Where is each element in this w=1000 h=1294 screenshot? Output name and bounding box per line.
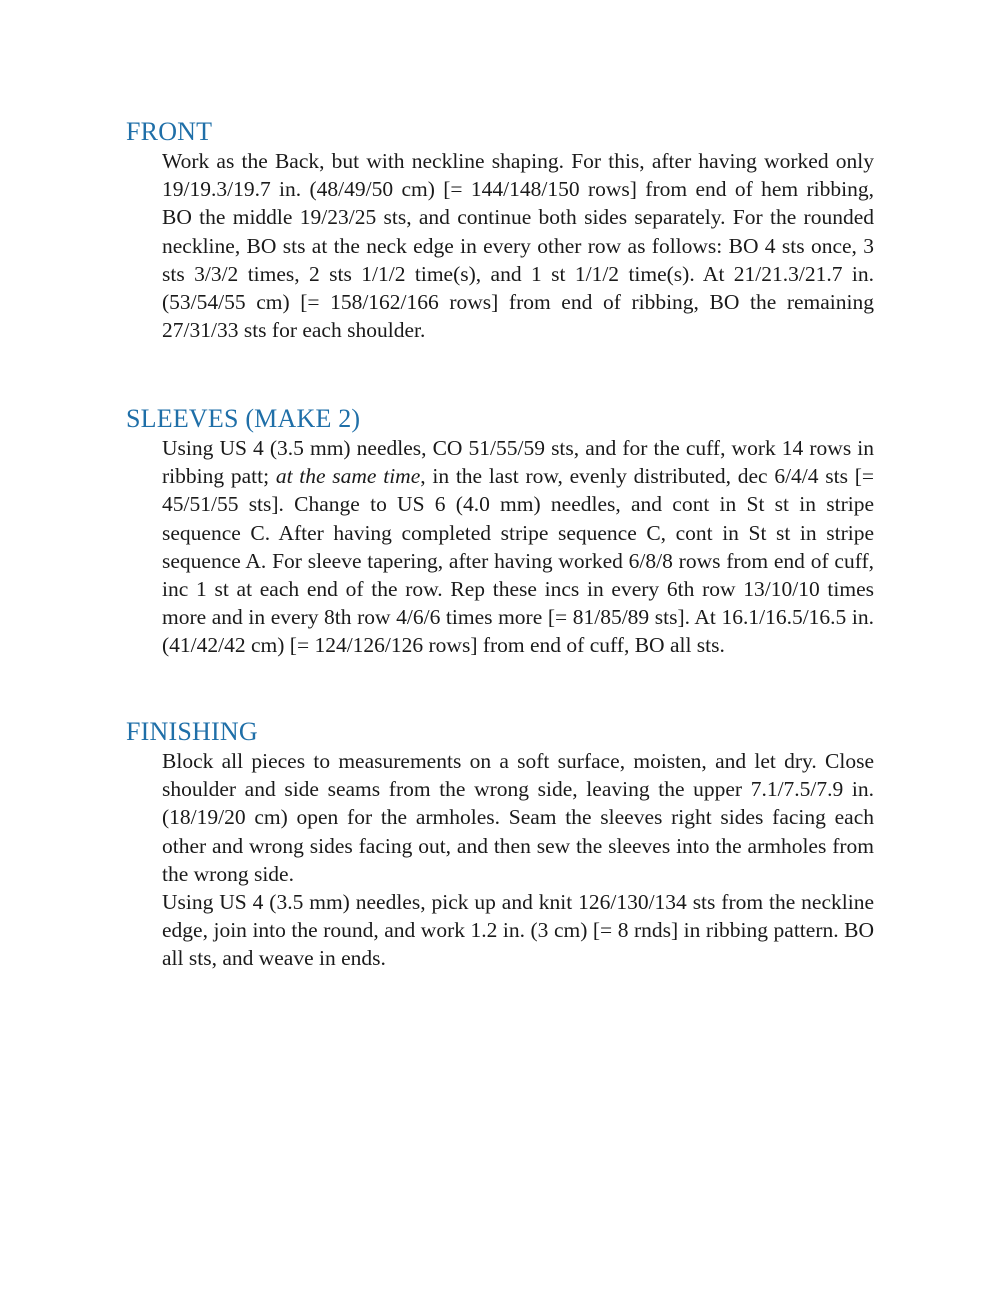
section-front [126,117,874,344]
section-body-front [162,147,874,344]
section-body-finishing [162,747,874,973]
section-body-sleeves [162,434,874,660]
sleeves-paragraph [162,434,874,660]
section-finishing [126,717,874,973]
sleeves-text-start: Using US 4 (3.5 mm) needles, CO 51/55/59 sts, and for the cuff, work 14 rows in ribbing patt; [162,436,874,489]
section-heading-finishing: FINISHING [126,717,258,746]
section-sleeves [126,404,874,660]
front-paragraph: Work as the Back, but with neckline shaping. For this, after having worked only 19/19.3/19.7 in. (48/49/50 cm) [= 144/148/150 rows] from end of hem ribbing, BO the middle 19/23/25 sts, and continue both sides separately. For the rounded neckline, BO sts at the neck edge in every other row as follows: BO 4 sts once, 3 sts 3/3/2 times, 2 sts 1/1/2 time(s), and 1 st 1/1/2 time(s). At 21/21.3/21.7 in. (53/54/55 cm) [= 158/162/166 rows] from end of ribbing, BO the remaining 27/31/33 sts for each shoulder. [162,149,874,343]
finishing-paragraph-2: Using US 4 (3.5 mm) needles, pick up and knit 126/130/134 sts from the neckline edge, join into the round, and work 1.2 in. (3 cm) [= 8 rnds] in ribbing pattern. BO all sts, and weave in ends. [162,890,874,971]
sleeves-text-end: , in the last row, evenly distributed, dec 6/4/4 sts [= 45/51/55 sts]. Change to US 6 (4.0 mm) needles, and cont in St st in stripe sequence C. After having completed stripe sequence C, cont in St st in stripe sequence A. For sleeve tapering, after having worked 6/8/8 rows from end of cuff, inc 1 st at each end of the row. Rep these incs in every 6th row 13/10/10 times more and in every 8th row 4/6/6 times more [= 81/85/89 sts]. At 16.1/16.5/16.5 in. (41/42/42 cm) [= 124/126/126 rows] from end of cuff, BO all sts. [162,464,874,658]
finishing-paragraph-1: Block all pieces to measurements on a soft surface, moisten, and let dry. Close shoulder and side seams from the wrong side, leaving the upper 7.1/7.5/7.9 in. (18/19/20 cm) open for the armholes. Seam the sleeves right sides facing each other and wrong sides facing out, and then sew the sleeves into the armholes from the wrong side. [162,749,874,886]
section-heading-front: FRONT [126,117,213,146]
sleeves-text-italic: at the same time [275,464,421,489]
section-heading-sleeves: SLEEVES (MAKE 2) [126,404,361,433]
